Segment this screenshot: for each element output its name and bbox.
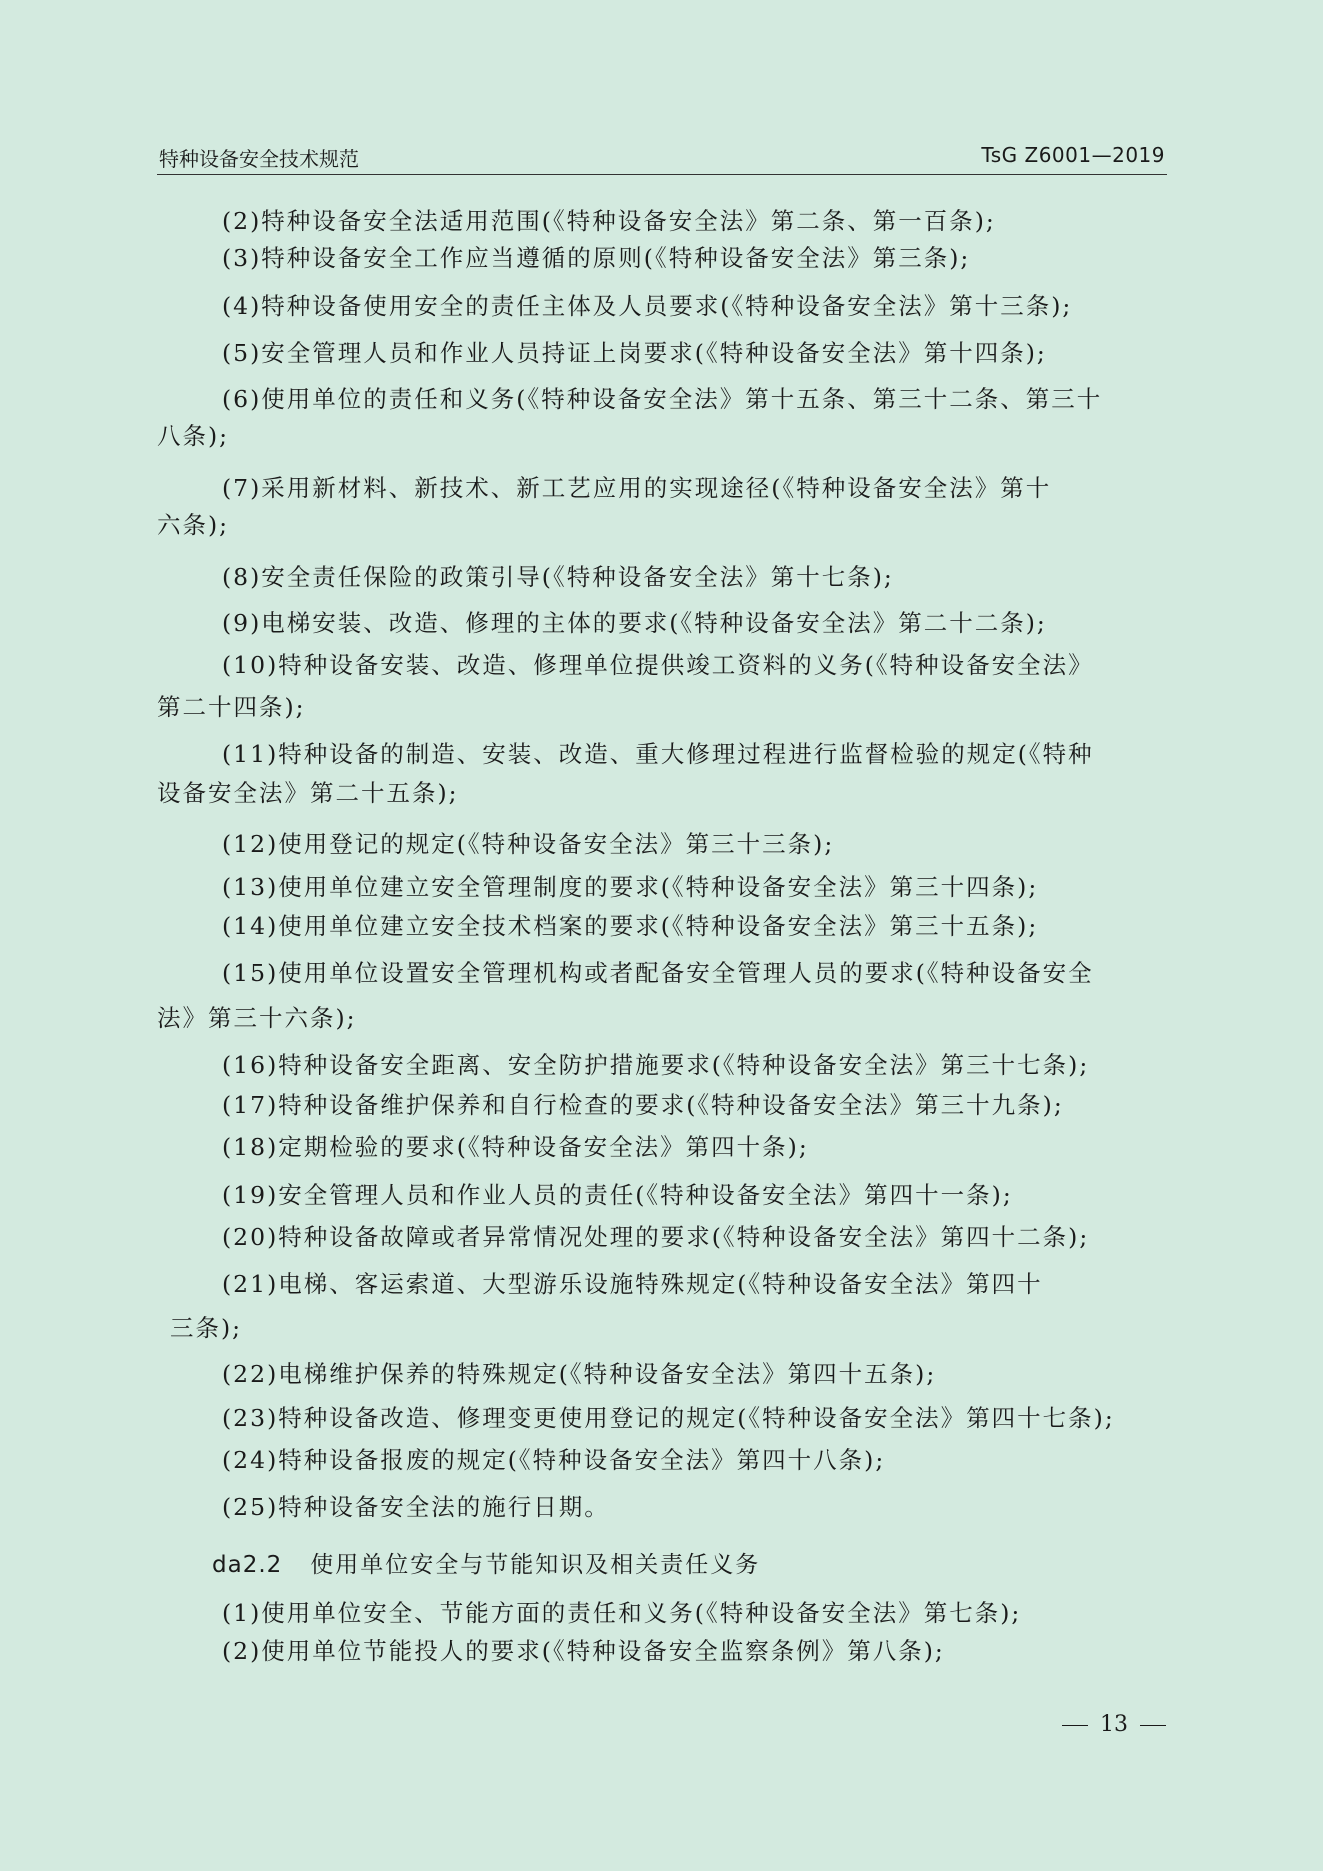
body-line: 六条); xyxy=(157,511,230,539)
body-line: (22)电梯维护保养的特殊规定(《特种设备安全法》第四十五条); xyxy=(222,1360,937,1388)
body-line: (4)特种设备使用安全的责任主体及人员要求(《特种设备安全法》第十三条); xyxy=(222,292,1073,320)
section-title: 使用单位安全与节能知识及相关责任义务 xyxy=(310,1552,761,1578)
page-number-value: 13 xyxy=(1100,1712,1128,1737)
header-code: TsG Z6001—2019 xyxy=(981,143,1165,167)
body-line: (21)电梯、客运索道、大型游乐设施特殊规定(《特种设备安全法》第四十 xyxy=(222,1270,1043,1298)
body-line: (12)使用登记的规定(《特种设备安全法》第三十三条); xyxy=(222,830,835,858)
section-line: (1)使用单位安全、节能方面的责任和义务(《特种设备安全法》第七条); xyxy=(222,1599,1022,1627)
body-line: (9)电梯安装、改造、修理的主体的要求(《特种设备安全法》第二十二条); xyxy=(222,609,1047,637)
body-line: (16)特种设备安全距离、安全防护措施要求(《特种设备安全法》第三十七条); xyxy=(222,1051,1090,1079)
body-line: (15)使用单位设置安全管理机构或者配备安全管理人员的要求(《特种设备安全 xyxy=(222,959,1094,987)
section-number: da2.2 xyxy=(212,1552,283,1578)
header-title: 特种设备安全技术规范 xyxy=(159,147,359,171)
body-line: (2)特种设备安全法适用范围(《特种设备安全法》第二条、第一百条); xyxy=(222,207,996,235)
body-line: (18)定期检验的要求(《特种设备安全法》第四十条); xyxy=(222,1133,809,1161)
body-line: (25)特种设备安全法的施行日期。 xyxy=(222,1493,610,1521)
body-line: 八条); xyxy=(157,422,230,450)
body-line: (20)特种设备故障或者异常情况处理的要求(《特种设备安全法》第四十二条); xyxy=(222,1223,1090,1251)
section-line: (2)使用单位节能投人的要求(《特种设备安全监察条例》第八条); xyxy=(222,1637,945,1665)
page-number-dash-left xyxy=(1062,1725,1088,1726)
body-line: (5)安全管理人员和作业人员持证上岗要求(《特种设备安全法》第十四条); xyxy=(222,339,1047,367)
body-line: (23)特种设备改造、修理变更使用登记的规定(《特种设备安全法》第四十七条); xyxy=(222,1404,1115,1432)
body-line: (7)采用新材料、新技术、新工艺应用的实现途径(《特种设备安全法》第十 xyxy=(222,474,1052,502)
body-line: 第二十四条); xyxy=(157,693,306,721)
body-line: (3)特种设备安全工作应当遵循的原则(《特种设备安全法》第三条); xyxy=(222,244,971,272)
body-line: 法》第三十六条); xyxy=(157,1004,357,1032)
page-number xyxy=(1062,1712,1166,1737)
body-line: (11)特种设备的制造、安装、改造、重大修理过程进行监督检验的规定(《特种 xyxy=(222,740,1094,768)
page-number-dash-right xyxy=(1140,1725,1166,1726)
section-heading xyxy=(212,1546,760,1579)
body-line: (6)使用单位的责任和义务(《特种设备安全法》第十五条、第三十二条、第三十 xyxy=(222,385,1103,413)
body-line: (10)特种设备安装、改造、修理单位提供竣工资料的义务(《特种设备安全法》 xyxy=(222,651,1094,679)
body-line: (13)使用单位建立安全管理制度的要求(《特种设备安全法》第三十四条); xyxy=(222,873,1039,901)
body-line: (19)安全管理人员和作业人员的责任(《特种设备安全法》第四十一条); xyxy=(222,1181,1013,1209)
body-line: (8)安全责任保险的政策引导(《特种设备安全法》第十七条); xyxy=(222,563,894,591)
page-header xyxy=(157,140,1167,175)
body-line: (24)特种设备报废的规定(《特种设备安全法》第四十八条); xyxy=(222,1446,886,1474)
body-line: 设备安全法》第二十五条); xyxy=(157,779,459,807)
body-line: (14)使用单位建立安全技术档案的要求(《特种设备安全法》第三十五条); xyxy=(222,912,1039,940)
body-line: 三条); xyxy=(170,1314,243,1342)
body-line: (17)特种设备维护保养和自行检查的要求(《特种设备安全法》第三十九条); xyxy=(222,1091,1064,1119)
